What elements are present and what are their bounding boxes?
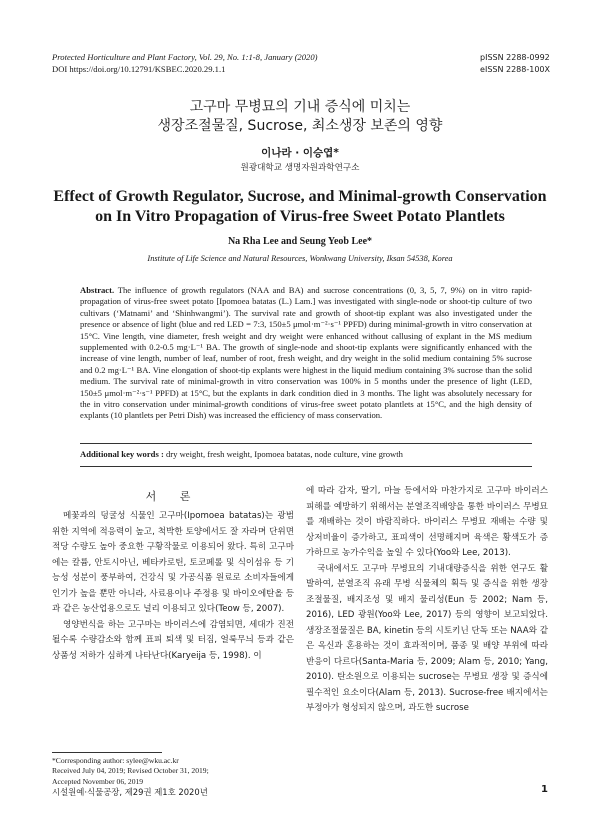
paragraph: 에 따라 감자, 딸기, 마늘 등에서와 마찬가지로 고구마 바이러스 피해를 예방하기 위해서는 분열조직배양을 통한 바이러스 무병묘를 재배하는 것이 바람직하다. 바이러스 무병묘 재배는 수량 및 상저비율이 증가하고, 표피색이 선명해지며 육색은 황색도가 증가하므로 농가수익을 높일 수 있다(Yoo와 Lee, 2013). (306, 486, 548, 558)
journal-citation: Protected Horticulture and Plant Factory, Vol. 29, No. 1:1-8, January (2020) (52, 52, 318, 62)
divider-bottom (80, 466, 532, 467)
abstract-label: Abstract. (80, 285, 115, 295)
korean-title (0, 98, 600, 136)
korean-title-line2: 생장조절물질, Sucrose, 최소생장 보존의 영향 (157, 118, 443, 134)
paragraph: 영양번식을 하는 고구마는 바이러스에 감염되면, 세대가 진전될수록 수량감소와 함께 표피 퇴색 및 터짐, 얼룩무늬 등과 같은 상품성 저하가 심하게 나타난다(Karyeija 등, 1998). 이 (52, 619, 294, 661)
footnote (52, 756, 294, 787)
corresponding-author: *Corresponding author: sylee@wku.ac.kr (52, 756, 179, 765)
pissn: pISSN 2288-0992 (480, 53, 550, 62)
left-column (52, 509, 294, 664)
journal-header (52, 52, 318, 75)
divider-top (80, 443, 532, 444)
korean-authors: 이나라 · 이승엽* (261, 147, 339, 159)
keywords (80, 449, 532, 461)
footer-journal: 시설원예·식물공장, 제29권 제1호 2020년 (52, 787, 208, 797)
doi-line[interactable]: DOI https://doi.org/10.12791/KSBEC.2020.29.1.1 (52, 63, 226, 74)
paragraph: 메꽃과의 덩굴성 식물인 고구마(Ipomoea batatas)는 광범위한 지역에 적응력이 높고, 척박한 토양에서도 잘 자라며 단위면적당 수량도 높아 중요한 구황작물로 이용되어 왔다. 특히 고구마에는 칼륨, 안토시아닌, 베타카로틴, 토코페롤 및 식이섬유 등 기능성 성분이 풍부하여, 건강식 및 가공식품 원료로 소비자들에게 인기가 높을 뿐만 아니라, 사료용이나 주정용 및 바이오에탄올 등과 같은 농산업용으로도 널리 이용되고 있다(Teow 등, 2007). (52, 511, 294, 614)
english-affiliation: Institute of Life Science and Natural Resources, Wonkwang University, Iksan 54538, Korea (147, 254, 453, 263)
eissn: eISSN 2288-100X (480, 64, 550, 74)
english-title-line1: Effect of Growth Regulator, Sucrose, and Minimal-growth Conservation (53, 188, 547, 205)
english-title (0, 187, 600, 227)
abstract (80, 285, 532, 422)
accepted-date: Accepted November 06, 2019 (52, 776, 144, 786)
english-authors: Na Rha Lee and Seung Yeob Lee* (227, 236, 373, 247)
korean-title-line1: 고구마 무병묘의 기내 증식에 미치는 (189, 99, 411, 115)
section-heading-intro: 서 론 (145, 490, 201, 503)
english-title-line2: on In Vitro Propagation of Virus-free Sweet Potato Plantlets (95, 208, 505, 225)
keywords-text: dry weight, fresh weight, Ipomoea batatas, node culture, vine growth (165, 449, 403, 459)
footnote-rule (52, 752, 162, 753)
paragraph: 국내에서도 고구마 무병묘의 기내대량증식을 위한 연구도 활발하여, 분열조직 유래 무병 식물체의 획득 및 증식을 위한 생장조절물질, 배지조성 및 배지 물리성(Eun 등 2002; Nam 등, 2016), LED 광원(Yoo와 Lee, 2017) 등의 영향이 보고되었다. 생장조절물질은 BA, kinetin 등의 시토키닌 단독 또는 NAA와 같은 옥신과 혼용하는 것이 효과적이며, 품종 및 배양 부위에 따라 반응이 다르다(Santa-Maria 등, 2009; Alam 등, 2010; Yang, 2010). 탄소원으로 이용되는 sucrose는 무병묘 생장 및 증식에 필수적인 요소이다(Alam 등, 2013). Sucrose-free 배지에서는 부정아가 형성되지 않으며, 과도한 sucrose (306, 563, 548, 713)
received-date: Received July 04, 2019; Revised October 31, 2019; (52, 766, 209, 776)
issn-block (480, 52, 550, 75)
page-number: 1 (541, 784, 548, 795)
korean-affiliation: 원광대학교 생명자원과학연구소 (240, 163, 360, 173)
abstract-text: The influence of growth regulators (NAA and BA) and sucrose concentrations (0, 3, 5, 7, 9%) on in vitro rapid-propagation of virus-free sweet potato [Ipomoea batatas (L.) Lam.] was investigated with single-node or shoot-tip culture of two cultivars (‘Matnami’ and ‘Shinhwangmi’). The survival rate and growth of shoot-tip explant was also investigated under the presence or absence of light (blue and red LED = 7:3, 150±5 μmol·m⁻²·s⁻¹ PPFD) during minimal-growth in vitro conservation at 15°C. Vine length, vine diameter, fresh weight and dry weight were enhanced without callusing of explant in the MS medium supplemented with 0.2-0.5 mg·L⁻¹ BA. The growth of single-node and shoot-tip explants were significantly enhanced with the increase of vine length, number of leaf, number of root, fresh weight, and dry weight in the solid medium containing 5% sucrose and 0.2 mg·L⁻¹ BA. Vine elongation of shoot-tip explants were highest in the liquid medium containing 3% sucrose than the solid medium. The survival rate of minimal-growth in vitro conservation was 100% in 5 months under the presence of light (LED, 150±5 μmol·m⁻²·s⁻¹ PPFD) at 15°C, but the explants in dark condition died in 3 months. The light was absolutely necessary for the in vitro conservation under minimal-growth conditions of virus-free sweet potato plantlets at 15°C, and the high density of explants (10 plantlets per Petri Dish) was increased the efficiency of mass conservation. (80, 285, 533, 421)
keywords-label: Additional key words : (80, 449, 164, 459)
right-column (306, 484, 548, 717)
